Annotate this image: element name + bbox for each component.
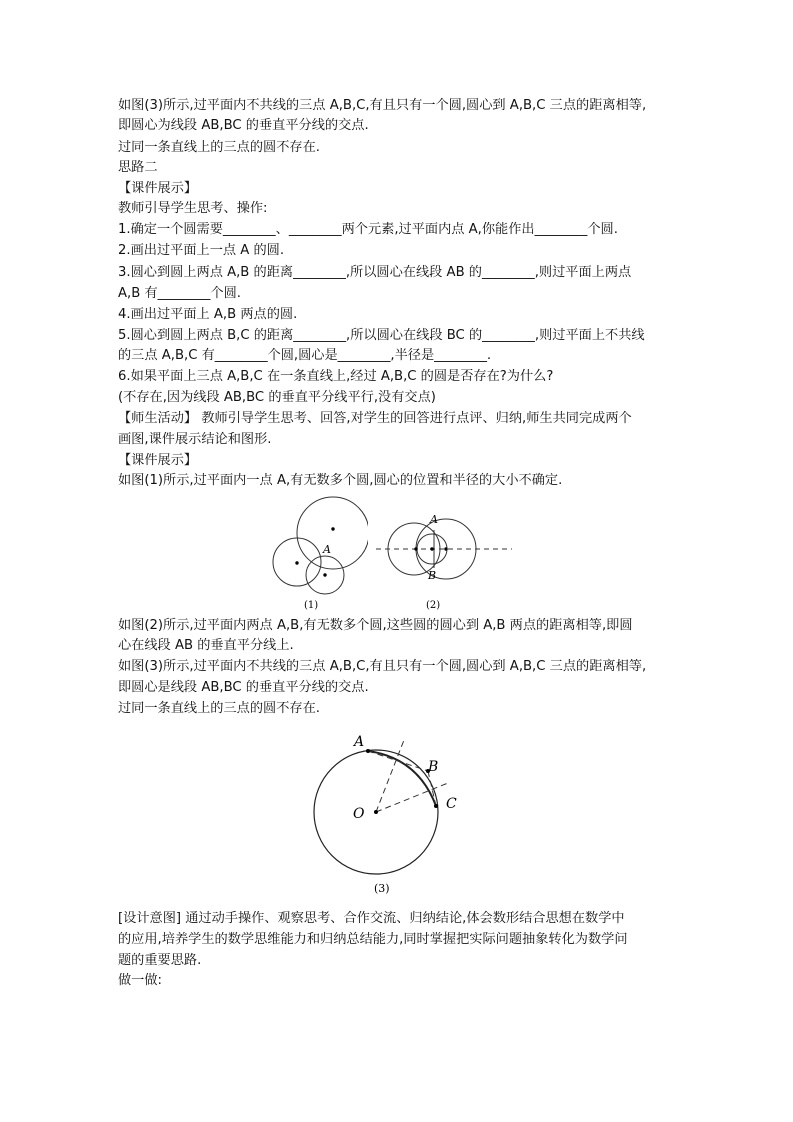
text-line-11: 4.画出过平面上 A,B 两点的圆. xyxy=(118,307,298,322)
point-o xyxy=(374,810,378,814)
text-line-26: 的应用,培养学生的数学思维能力和归纳总结能力,同时掌握把实际问题抽象转化为数学问 xyxy=(118,932,628,947)
text-line-5: 【课件展示】 xyxy=(118,181,198,196)
center-dot xyxy=(323,573,326,576)
text-line-23: 即圆心是线段 AB,BC 的垂直平分线的交点. xyxy=(118,680,369,695)
text-line-8: 2.画出过平面上一点 A 的圆. xyxy=(118,243,285,258)
text-line-19: 如图(1)所示,过平面内一点 A,有无数多个圆,圆心的位置和半径的大小不确定. xyxy=(118,473,563,488)
text-line-21: 心在线段 AB 的垂直平分线上. xyxy=(118,638,294,653)
point-a-label: A xyxy=(430,513,438,526)
text-line-3: 过同一条直线上的三点的圆不存在. xyxy=(118,140,321,155)
point-b-label: B xyxy=(428,569,437,582)
label-c: C xyxy=(446,796,457,812)
center-dot xyxy=(295,561,298,564)
text-line-12: 5.圆心到圆上两点 B,C 的距离________,所以圆心在线段 BC 的________,则过平面上不共线 xyxy=(118,328,645,343)
center-dot xyxy=(331,527,334,530)
text-line-2: 即圆心为线段 AB,BC 的垂直平分线的交点. xyxy=(118,118,369,133)
bisector-ab xyxy=(376,740,404,812)
figure-three-point-circle xyxy=(300,728,480,898)
point-a xyxy=(366,749,370,753)
label-a: A xyxy=(354,734,365,750)
text-line-25: [设计意图] 通过动手操作、观察思考、合作交流、归纳结论,体会数形结合思想在数学中 xyxy=(118,911,625,926)
text-line-7: 1.确定一个圆需要________、________两个元素,过平面内点 A,你能作出________个圆. xyxy=(118,222,618,237)
figure-1-caption: (1) xyxy=(304,600,319,611)
text-line-13: 的三点 A,B,C 有________个圆,圆心是________,半径是________. xyxy=(118,348,492,363)
text-line-20: 如图(2)所示,过平面内两点 A,B,有无数多个圆,这些圆的圆心到 A,B 两点的距离相等,即圆 xyxy=(118,618,633,633)
text-line-14: 6.如果平面上三点 A,B,C 在一条直线上,经过 A,B,C 的圆是否存在?为什么? xyxy=(118,369,554,384)
text-line-16: 【师生活动】 教师引导学生思考、回答,对学生的回答进行点评、归纳,师生共同完成两个 xyxy=(118,411,632,426)
label-b: B xyxy=(428,759,439,775)
arc-abc xyxy=(368,751,439,806)
text-line-9: 3.圆心到圆上两点 A,B 的距离________,所以圆心在线段 AB 的________,则过平面上两点 xyxy=(118,265,632,280)
center-dot xyxy=(414,547,417,550)
text-line-1: 如图(3)所示,过平面内不共线的三点 A,B,C,有且只有一个圆,圆心到 A,B,C 三点的距离相等, xyxy=(118,98,647,113)
text-line-10: A,B 有________个圆. xyxy=(118,286,241,301)
text-line-27: 题的重要思路. xyxy=(118,953,202,968)
text-line-24: 过同一条直线上的三点的圆不存在. xyxy=(118,701,321,716)
text-line-22: 如图(3)所示,过平面内不共线的三点 A,B,C,有且只有一个圆,圆心到 A,B,C 三点的距离相等, xyxy=(118,659,647,674)
center-dot xyxy=(430,547,433,550)
text-line-6: 教师引导学生思考、操作: xyxy=(118,201,268,216)
bisector-bc xyxy=(376,783,448,812)
text-line-15: (不存在,因为线段 AB,BC 的垂直平分线平行,没有交点) xyxy=(118,390,436,405)
figure-one-point-circles xyxy=(268,492,368,614)
text-line-18: 【课件展示】 xyxy=(118,453,198,468)
text-line-4: 思路二 xyxy=(118,160,158,175)
figure-3-caption: (3) xyxy=(374,882,390,895)
text-line-28: 做一做: xyxy=(118,973,163,988)
text-line-17: 画图,课件展示结论和图形. xyxy=(118,432,272,447)
label-o: O xyxy=(353,806,365,822)
large-circle xyxy=(297,497,368,569)
point-c xyxy=(434,804,438,808)
figure-2-caption: (2) xyxy=(426,600,441,611)
point-a-label: A xyxy=(323,543,331,556)
figure-two-point-circles xyxy=(370,506,520,614)
center-dot xyxy=(444,547,447,550)
